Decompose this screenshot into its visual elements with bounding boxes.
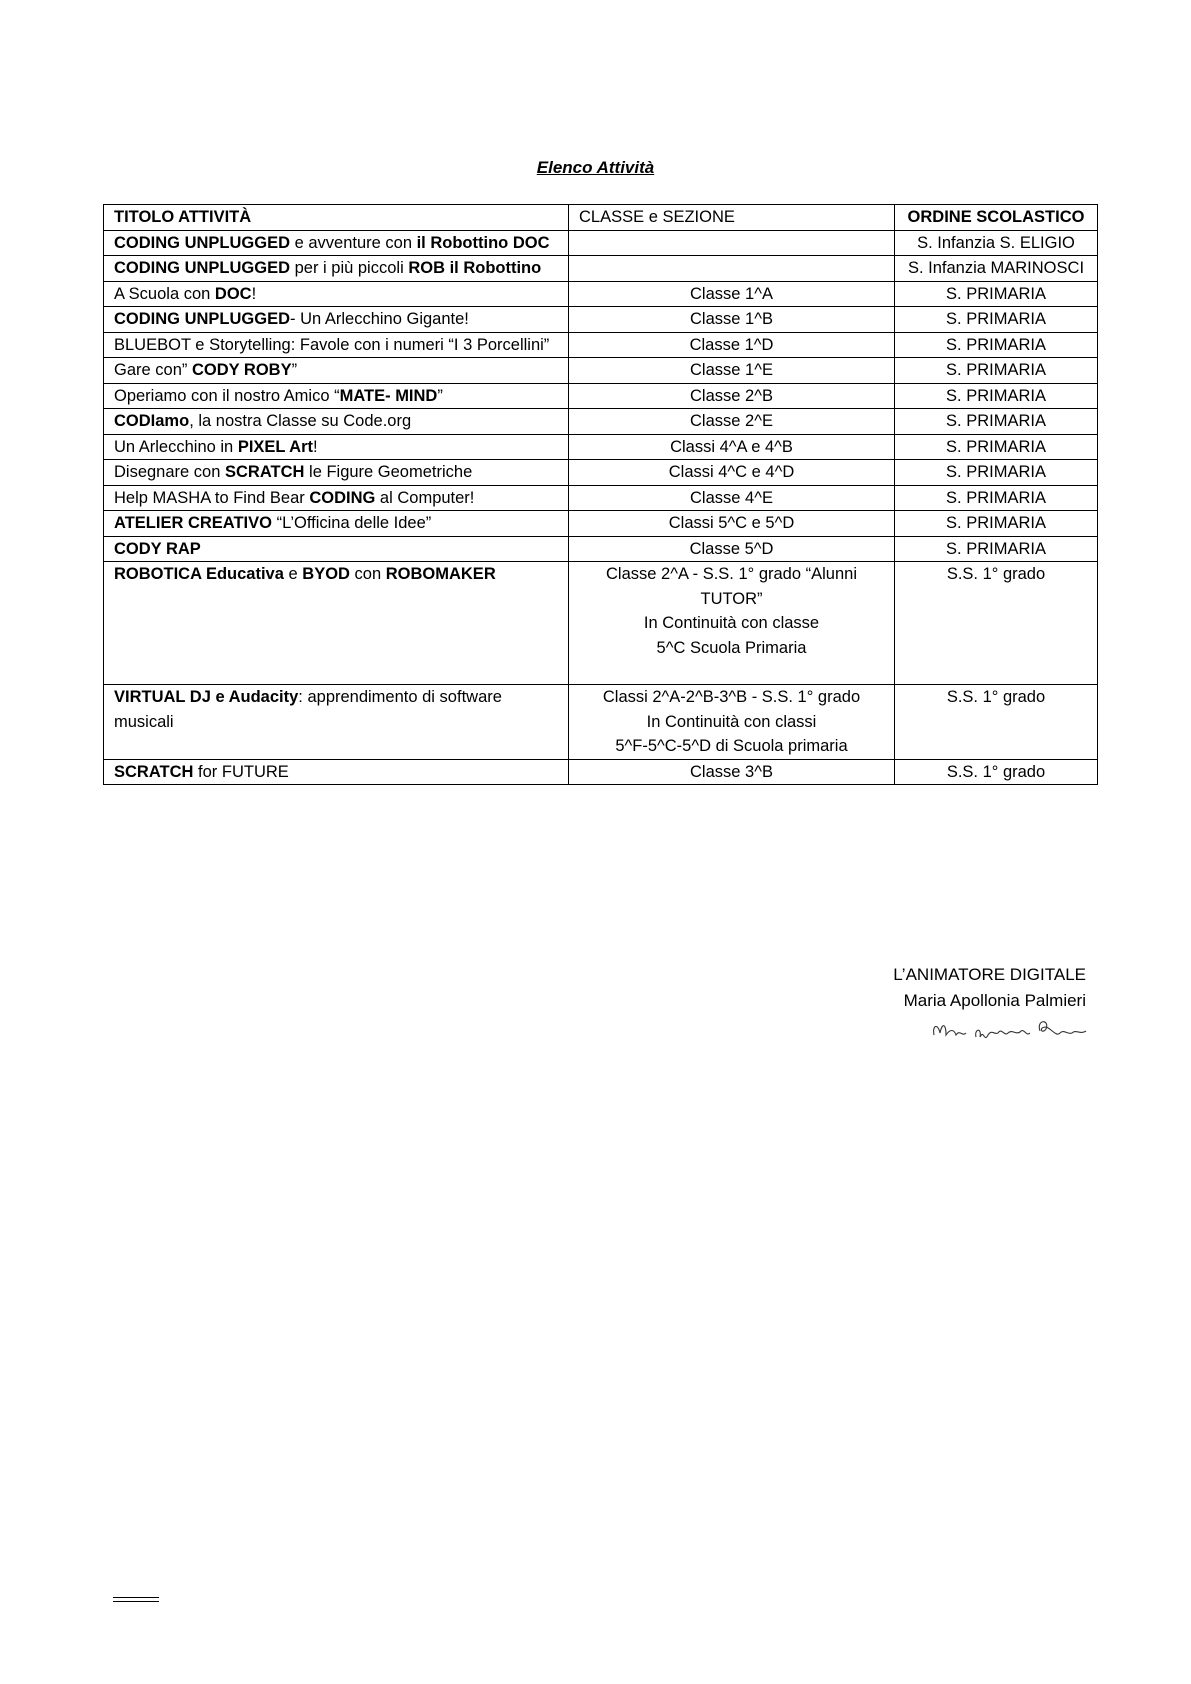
titolo-text: ROBOMAKER xyxy=(385,565,496,583)
titolo-text: PIXEL Art xyxy=(237,437,314,456)
cell-titolo xyxy=(104,485,569,511)
titolo-text: BLUEBOT e Storytelling: Favole con i numeri “I 3 Porcellini” xyxy=(114,335,550,354)
titolo-text: CODING xyxy=(309,488,376,507)
titolo-text: CODING UNPLUGGED xyxy=(114,259,291,277)
titolo-text: DOC xyxy=(214,284,252,303)
table-header-row xyxy=(104,205,1098,231)
cell-titolo xyxy=(104,307,569,333)
classe-line: Classe 4^E xyxy=(690,488,773,507)
activities-table xyxy=(103,204,1098,785)
titolo-text: CODING UNPLUGGED xyxy=(114,233,291,252)
cell-classe xyxy=(569,230,895,256)
classe-line: Classe 1^D xyxy=(689,335,774,354)
cell-ordine: S. PRIMARIA xyxy=(895,485,1098,511)
cell-titolo xyxy=(104,434,569,460)
titolo-text: ! xyxy=(313,437,318,456)
titolo-text: ROBOTICA Educativa xyxy=(114,565,284,583)
cell-titolo xyxy=(104,511,569,537)
cell-titolo xyxy=(104,281,569,307)
classe-line: Classe 3^B xyxy=(690,762,773,781)
blank-line xyxy=(579,660,884,684)
classe-line: Classi 4^C e 4^D xyxy=(668,463,795,481)
table-row xyxy=(104,230,1098,256)
cell-classe xyxy=(569,409,895,435)
cell-classe xyxy=(569,383,895,409)
titolo-text: Un Arlecchino in xyxy=(114,437,238,456)
cell-classe xyxy=(569,536,895,562)
header-titolo: TITOLO ATTIVITÀ xyxy=(104,205,569,231)
cell-titolo xyxy=(104,685,569,760)
titolo-text: - Un Arlecchino Gigante! xyxy=(290,310,469,328)
cell-ordine: S.S. 1° grado xyxy=(895,759,1098,785)
classe-line: Classe 2^A - S.S. 1° grado “Alunni TUTOR” xyxy=(606,565,857,608)
titolo-text: BYOD xyxy=(302,565,350,583)
titolo-text: CODING UNPLUGGED xyxy=(114,310,291,328)
cell-ordine: S. Infanzia MARINOSCI xyxy=(895,256,1098,282)
titolo-text: A Scuola con xyxy=(114,284,215,303)
cell-titolo xyxy=(104,536,569,562)
signature-name: Maria Apollonia Palmieri xyxy=(903,991,1086,1010)
titolo-text: e avventure con xyxy=(290,233,417,252)
table-row xyxy=(104,536,1098,562)
cell-classe xyxy=(569,281,895,307)
cell-classe xyxy=(569,562,895,685)
cell-classe xyxy=(569,256,895,282)
classe-line: Classe 2^E xyxy=(690,412,773,430)
cell-classe xyxy=(569,307,895,333)
cell-titolo xyxy=(104,383,569,409)
cell-ordine: S. PRIMARIA xyxy=(895,434,1098,460)
cell-ordine: S. PRIMARIA xyxy=(895,281,1098,307)
cell-classe xyxy=(569,511,895,537)
table-row xyxy=(104,511,1098,537)
handwritten-signature xyxy=(928,1015,1098,1045)
classe-line: 5^C Scuola Primaria xyxy=(656,638,807,657)
cell-classe xyxy=(569,759,895,785)
classe-line: Classi 2^A-2^B-3^B - S.S. 1° grado xyxy=(602,688,861,706)
table-row xyxy=(104,685,1098,760)
cell-ordine: S.S. 1° grado xyxy=(895,562,1098,685)
titolo-text: SCRATCH xyxy=(114,762,194,781)
cell-ordine: S. PRIMARIA xyxy=(895,409,1098,435)
cell-classe xyxy=(569,485,895,511)
classe-line: Classe 1^B xyxy=(690,310,773,328)
cell-classe xyxy=(569,358,895,384)
classe-line: Classi 4^A e 4^B xyxy=(670,437,793,456)
cell-titolo xyxy=(104,230,569,256)
cell-titolo xyxy=(104,332,569,358)
titolo-text: le Figure Geometriche xyxy=(304,463,473,481)
titolo-text: e xyxy=(283,565,303,583)
titolo-text: : apprendimento di software musicali xyxy=(114,688,502,731)
classe-line: Classe 5^D xyxy=(689,539,774,558)
classe-line: Classe 1^E xyxy=(690,361,773,379)
titolo-text: , la nostra Classe su Code.org xyxy=(189,412,412,430)
cell-ordine: S.S. 1° grado xyxy=(895,685,1098,760)
titolo-text: MATE- MIND xyxy=(339,386,438,405)
table-row xyxy=(104,409,1098,435)
table-row xyxy=(104,460,1098,486)
cell-classe xyxy=(569,685,895,760)
titolo-text: al Computer! xyxy=(375,488,475,507)
titolo-text: SCRATCH xyxy=(224,463,305,481)
cell-classe xyxy=(569,434,895,460)
titolo-text: Help MASHA to Find Bear xyxy=(114,488,310,507)
classe-line: Classe 2^B xyxy=(690,386,773,405)
table-row xyxy=(104,281,1098,307)
cell-titolo xyxy=(104,759,569,785)
footer-mark xyxy=(113,1597,159,1602)
classe-line: 5^F-5^C-5^D di Scuola primaria xyxy=(615,737,848,755)
table-row xyxy=(104,383,1098,409)
titolo-text: Gare con” xyxy=(114,361,192,379)
cell-classe xyxy=(569,332,895,358)
titolo-text: CODIamo xyxy=(114,412,190,430)
table-row xyxy=(104,759,1098,785)
table-row xyxy=(104,358,1098,384)
titolo-text: CODY ROBY xyxy=(191,361,292,379)
cell-titolo xyxy=(104,358,569,384)
page-title: Elenco Attività xyxy=(536,158,655,177)
cell-ordine: S. PRIMARIA xyxy=(895,460,1098,486)
titolo-text: VIRTUAL DJ e Audacity xyxy=(114,688,299,706)
titolo-text: ! xyxy=(251,284,257,303)
titolo-text: ” xyxy=(437,386,443,405)
cell-ordine: S. PRIMARIA xyxy=(895,358,1098,384)
titolo-text: per i più piccoli xyxy=(290,259,409,277)
classe-line: In Continuità con classi xyxy=(646,712,817,731)
titolo-text: ROB il Robottino xyxy=(408,259,542,277)
cell-ordine: S. PRIMARIA xyxy=(895,536,1098,562)
titolo-text: CODY RAP xyxy=(114,539,201,558)
titolo-text: “L’Officina delle Idee” xyxy=(271,514,432,532)
cell-ordine: S. PRIMARIA xyxy=(895,332,1098,358)
cell-classe xyxy=(569,460,895,486)
table-row xyxy=(104,562,1098,685)
titolo-text: ” xyxy=(291,361,298,379)
signature-block xyxy=(893,962,1086,1014)
header-ordine: ORDINE SCOLASTICO xyxy=(895,205,1098,231)
titolo-text: ATELIER CREATIVO xyxy=(114,514,272,532)
table-row xyxy=(104,485,1098,511)
table-row xyxy=(104,434,1098,460)
cell-ordine: S. PRIMARIA xyxy=(895,383,1098,409)
cell-titolo xyxy=(104,256,569,282)
titolo-text: for FUTURE xyxy=(193,762,289,781)
titolo-text: il Robottino DOC xyxy=(416,233,550,252)
cell-titolo xyxy=(104,562,569,685)
cell-ordine: S. Infanzia S. ELIGIO xyxy=(895,230,1098,256)
classe-line: Classi 5^C e 5^D xyxy=(668,514,795,532)
titolo-text: con xyxy=(349,565,386,583)
signature-role: L’ANIMATORE DIGITALE xyxy=(893,965,1086,984)
classe-line: In Continuità con classe xyxy=(643,614,820,632)
titolo-text: Operiamo con il nostro Amico “ xyxy=(114,386,340,405)
cell-titolo xyxy=(104,460,569,486)
cell-ordine: S. PRIMARIA xyxy=(895,511,1098,537)
cell-ordine: S. PRIMARIA xyxy=(895,307,1098,333)
table-row xyxy=(104,332,1098,358)
table-row xyxy=(104,256,1098,282)
header-classe: CLASSE e SEZIONE xyxy=(569,205,895,231)
table-row xyxy=(104,307,1098,333)
cell-titolo xyxy=(104,409,569,435)
titolo-text: Disegnare con xyxy=(114,463,225,481)
classe-line: Classe 1^A xyxy=(690,284,773,303)
